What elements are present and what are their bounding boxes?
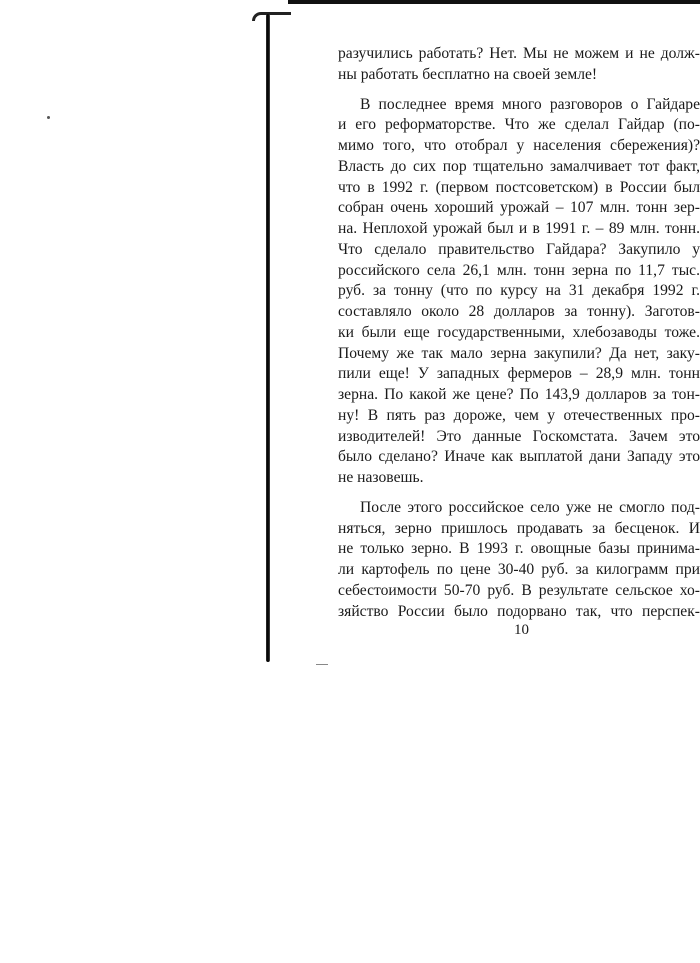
text-line: не назовешь.: [338, 469, 424, 486]
text-line: разучились работать? Нет. Мы не можем и не долж-: [338, 45, 700, 62]
text-line: составляло около 28 долларов за тонну). Заготов-: [338, 303, 700, 320]
text-line: что в 1992 г. (первом постсоветском) в России был: [338, 178, 700, 196]
text-line: руб. за тонну (что по курсу на 31 декабря 1992 г.: [338, 282, 700, 300]
paragraph-1: [338, 44, 700, 86]
text-line: зяйство России было подорвано так, что перспек-: [338, 602, 700, 620]
text-line: российского села 26,1 млн. тонн зерна по 11,7 тыс.: [338, 261, 700, 279]
text-line: себестоимости 50-70 руб. В результате сельское хо-: [338, 581, 700, 599]
text-line: и его реформаторстве. Что же сделал Гайдар (по-: [338, 116, 700, 134]
scan-corner-mark: [252, 12, 291, 21]
text-line: После этого российское село уже не смогло под-: [360, 498, 700, 516]
text-line: было сделано? Иначе как выплатой дани Западу это: [338, 448, 700, 466]
text-line: изводителей! Это данные Госкомстата. Зачем это: [338, 427, 700, 445]
paragraph-2: [338, 95, 700, 489]
book-spine-shadow: [266, 14, 270, 662]
text-line: Власть до сих пор тщательно замалчивает тот факт,: [338, 157, 700, 175]
page-number: 10: [514, 622, 529, 638]
scan-mark: [316, 664, 328, 665]
text-line: Что сделало правительство Гайдара? Закупило у: [338, 240, 700, 258]
text-line: В последнее время много разговоров о Гайдаре: [360, 95, 700, 113]
text-column: [338, 44, 700, 622]
text-line: ли картофель по цене 30-40 руб. за килограмм при: [338, 561, 700, 578]
scan-top-edge: [288, 0, 700, 4]
text-line: собран очень хороший урожай – 107 млн. тонн зер-: [338, 199, 700, 217]
text-line: не только зерно. В 1993 г. овощные базы принима-: [338, 540, 700, 558]
text-line: ну! В пять раз дороже, чем у отечественных про-: [338, 406, 700, 424]
text-line: зерна. По какой же цене? По 143,9 долларов за тон-: [338, 386, 700, 403]
paragraph-3: [338, 498, 700, 623]
text-line: Почему же так мало зерна закупили? Да нет, заку-: [338, 344, 700, 362]
text-line: ки были еще государственными, хлебозаводы тоже.: [338, 323, 700, 341]
scan-speck: [47, 116, 50, 119]
text-line: пили еще! У западных фермеров – 28,9 млн. тонн: [338, 365, 700, 383]
text-line: на. Неплохой урожай был и в 1991 г. – 89 млн. тонн.: [338, 220, 700, 237]
text-line: ны работать бесплатно на своей земле!: [338, 65, 598, 83]
text-line: мимо того, что отобрал у населения сбережения)?: [338, 137, 700, 154]
text-line: няться, зерно пришлось продавать за бесценок. И: [338, 519, 700, 537]
